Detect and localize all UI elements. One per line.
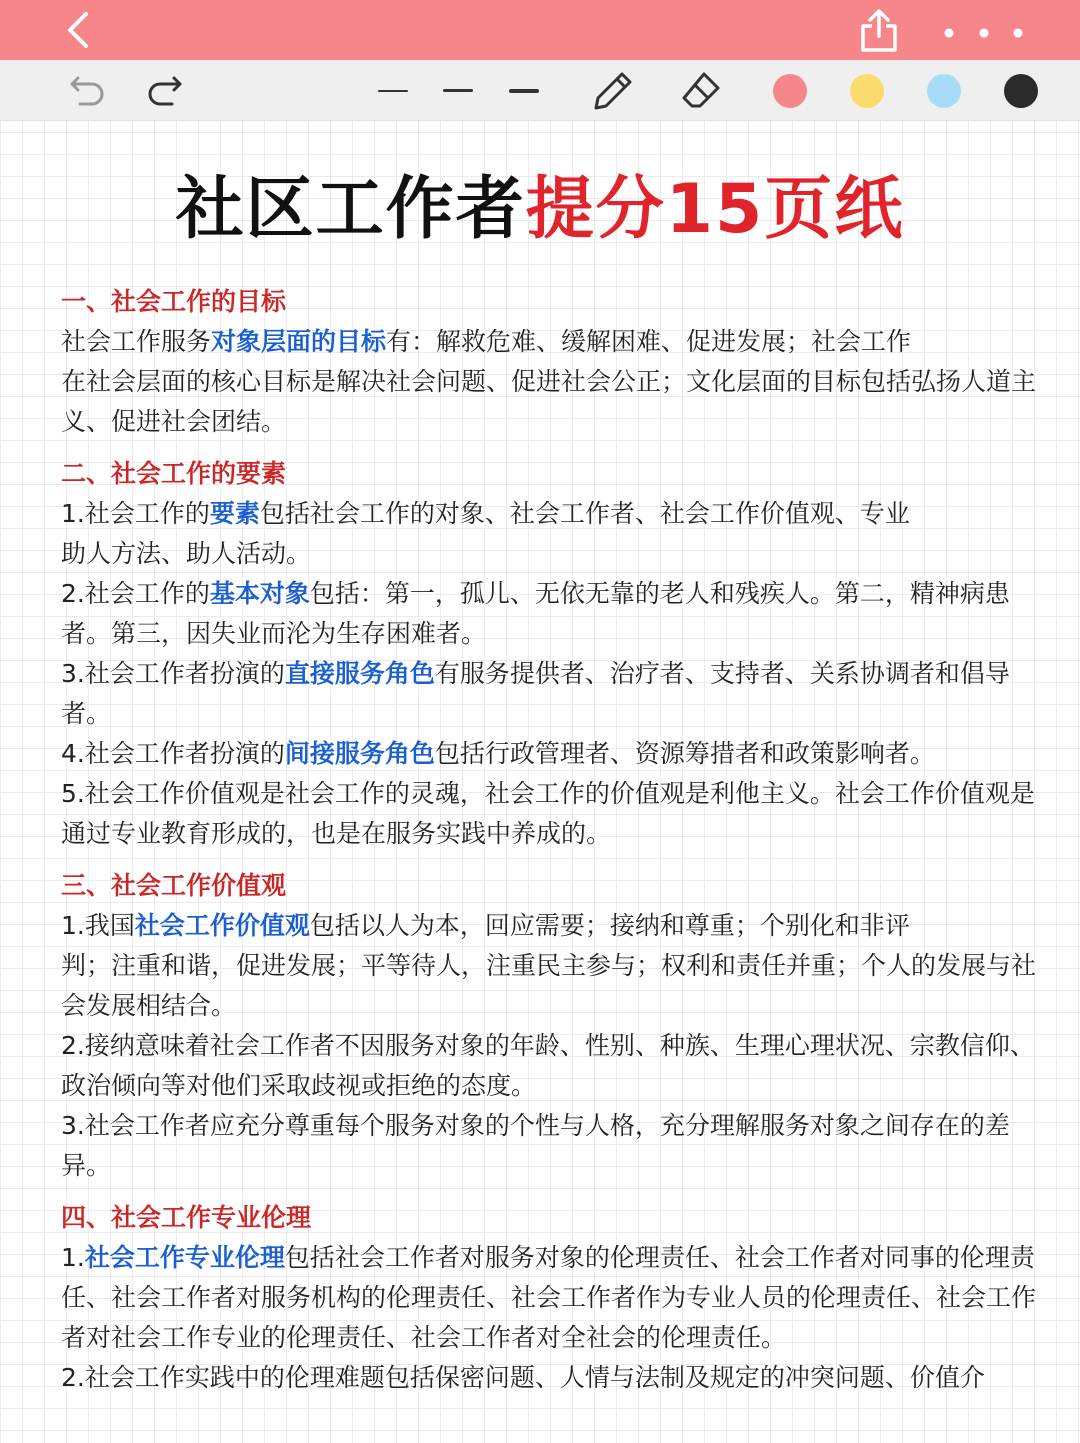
redo-button[interactable] [144, 70, 188, 110]
paragraph-text: 判；注重和谐，促进发展；平等待人，注重民主参与；权利和责任并重；个人的发展与社会发展相结合。 [61, 951, 1037, 1020]
note-content [61, 282, 1051, 1398]
title-part-dark: 社区工作者 [175, 170, 526, 249]
paragraph-text: 包括：第一，孤儿、无依无靠的老人和残疾人。第二，精神病患者。第三，因失业而沦为生存困难者。 [61, 579, 1010, 648]
paragraph-text: 包括以人为本，回应需要；接纳和尊重；个别化和非评 [309, 911, 910, 940]
paragraph-text: 4.社会工作者扮演的 [61, 739, 285, 768]
chevron-left-icon [58, 8, 102, 52]
undo-icon [66, 70, 110, 110]
paragraph [61, 1026, 1051, 1106]
paragraph-text: 2.社会工作的 [61, 579, 210, 608]
paragraph-text: 有：解救危难、缓解困难、促进发展；社会工作 [386, 327, 912, 356]
paragraph-text: 1. [61, 1243, 85, 1272]
highlight-text: 间接服务角色 [284, 739, 435, 768]
eraser-tool-button[interactable] [678, 68, 724, 114]
highlight-text: 直接服务角色 [284, 659, 435, 688]
paragraph [61, 906, 1051, 1026]
color-swatch-pink[interactable] [773, 74, 807, 108]
section-heading: 二、社会工作的要素 [61, 459, 287, 488]
paragraph-text: 有服务提供者、治疗者、支持者、关系协调者和倡导者。 [61, 659, 1010, 728]
undo-button[interactable] [66, 70, 110, 110]
paragraph-text: 5.社会工作价值观是社会工作的灵魂，社会工作的价值观是利他主义。社会工作价值观是通过专业教育形成的，也是在服务实践中养成的。 [61, 779, 1035, 848]
redo-icon [144, 70, 188, 110]
stroke-medium-option[interactable] [443, 89, 473, 92]
color-swatch-blue[interactable] [927, 74, 961, 108]
highlight-text: 对象层面的目标 [211, 327, 387, 356]
paragraph [61, 574, 1051, 654]
highlight-text: 社会工作专业伦理 [84, 1243, 285, 1272]
share-button[interactable] [854, 4, 904, 56]
paragraph-text: 社会工作服务 [61, 327, 212, 356]
drawing-toolbar [0, 60, 1080, 121]
title-part-red: 提分15页纸 [525, 170, 905, 249]
paragraph-text: 3.社会工作者扮演的 [61, 659, 285, 688]
highlight-text: 基本对象 [209, 579, 310, 608]
app-top-bar [0, 0, 1080, 60]
eraser-icon [678, 68, 724, 114]
paragraph [61, 1106, 1051, 1186]
stroke-thin-option[interactable] [378, 90, 408, 92]
pencil-icon [590, 68, 636, 114]
paragraph [61, 494, 1051, 574]
paragraph-text: 1.我国 [61, 911, 135, 940]
paragraph-text: 包括行政管理者、资源筹措者和政策影响者。 [434, 739, 935, 768]
section-heading: 四、社会工作专业伦理 [61, 1203, 312, 1232]
paragraph-text: 包括社会工作者对服务对象的伦理责任、社会工作者对同事的伦理责任、社会工作者对服务机构的伦理责任、社会工作者作为专业人员的伦理责任、社会工作者对社会工作专业的伦理责任、社会工作者对全社会的伦理责任。 [61, 1243, 1037, 1352]
section-heading: 三、社会工作价值观 [61, 871, 287, 900]
paragraph [61, 1358, 1051, 1398]
pen-tool-button[interactable] [590, 68, 636, 114]
page-title [0, 168, 1080, 252]
share-icon [854, 4, 904, 56]
color-swatch-black[interactable] [1004, 74, 1038, 108]
more-button[interactable] [934, 18, 1034, 48]
highlight-text: 社会工作价值观 [134, 911, 310, 940]
more-dots-icon [934, 18, 1034, 48]
highlight-text: 要素 [209, 499, 260, 528]
paragraph-text: 助人方法、助人活动。 [61, 539, 312, 568]
paragraph-text: 包括社会工作的对象、社会工作者、社会工作价值观、专业 [259, 499, 910, 528]
color-swatch-yellow[interactable] [850, 74, 884, 108]
stroke-thick-option[interactable] [509, 89, 539, 93]
paragraph-text: 2.接纳意味着社会工作者不因服务对象的年龄、性别、种族、生理心理状况、宗教信仰、政治倾向等对他们采取歧视或拒绝的态度。 [61, 1031, 1035, 1100]
paragraph [61, 654, 1051, 734]
paragraph-text: 3.社会工作者应充分尊重每个服务对象的个性与人格，充分理解服务对象之间存在的差异。 [61, 1111, 1010, 1180]
paragraph-text: 2.社会工作实践中的伦理难题包括保密问题、人情与法制及规定的冲突问题、价值介 [61, 1363, 985, 1392]
paragraph-text: 在社会层面的核心目标是解决社会问题、促进社会公正；文化层面的目标包括弘扬人道主义、促进社会团结。 [61, 367, 1037, 436]
back-button[interactable] [58, 8, 102, 52]
paragraph [61, 322, 1051, 442]
paragraph [61, 734, 1051, 774]
paragraph-text: 1.社会工作的 [61, 499, 210, 528]
paragraph [61, 774, 1051, 854]
section-heading: 一、社会工作的目标 [61, 287, 287, 316]
paragraph [61, 1238, 1051, 1358]
